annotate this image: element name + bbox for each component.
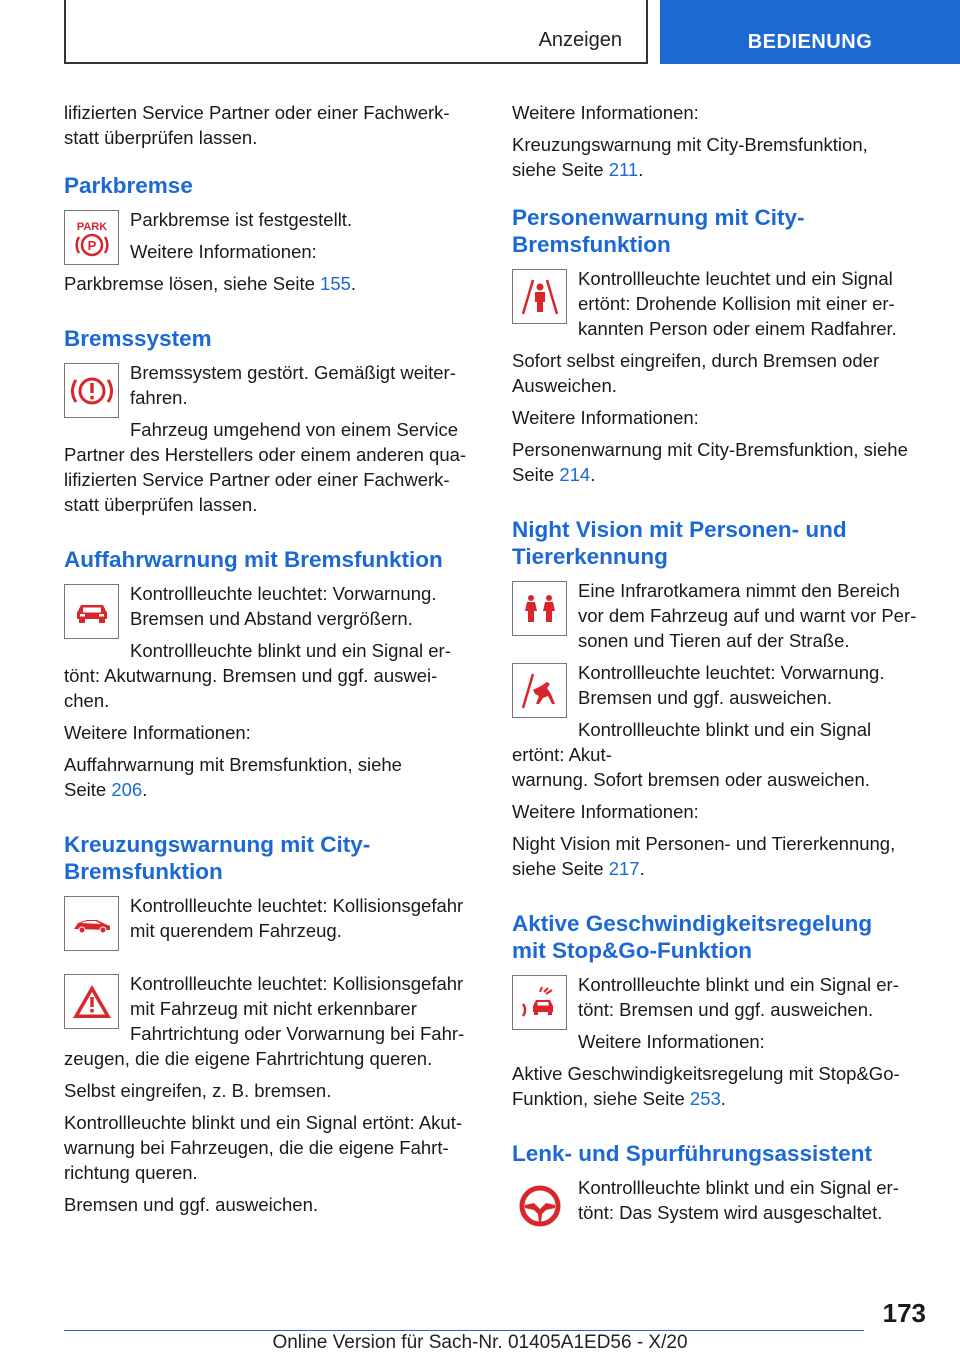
heading-kreuzungswarnung: Kreuzungswarnung mit City- Bremsfunktion xyxy=(64,832,371,884)
kreuzung-text-d: Kontrollleuchte blinkt und ein Signal ertönt: Akut- warnung bei Fahrzeugen, die die eigene Fahrt- richtung queren. xyxy=(64,1112,462,1183)
acc-car-icon xyxy=(512,975,567,1030)
right-column xyxy=(512,100,926,1239)
left-column xyxy=(64,100,478,1224)
acc-more: Weitere Informationen: xyxy=(578,1031,765,1052)
heading-acc: Aktive Geschwindigkeitsregelung mit Stop&Go-Funktion xyxy=(512,911,873,963)
night-text-a: Eine Infrarotkamera nimmt den Bereich vor dem Fahrzeug auf und warnt vor Per- sonen und Tieren auf der Straße. xyxy=(578,580,917,651)
kreuzung-text-c: Selbst eingreifen, z. B. bremsen. xyxy=(64,1080,332,1101)
parkbremse-line1: Parkbremse ist festgestellt. xyxy=(130,209,353,230)
auffahr-text-a: Kontrollleuchte leuchtet: Vorwarnung. Bremsen und Abstand vergrößern. xyxy=(130,583,437,629)
entry-personenwarnung xyxy=(512,266,926,494)
person-ref: Personenwarnung mit City-Bremsfunktion, siehe Seite 214. xyxy=(512,439,908,485)
night-ref: Night Vision mit Personen- und Tiererkennung, siehe Seite 217. xyxy=(512,833,896,879)
warning-triangle-icon xyxy=(64,974,119,1029)
footer-divider xyxy=(64,1330,864,1331)
section-title: Anzeigen xyxy=(538,29,622,51)
page-link-206[interactable]: 206 xyxy=(111,779,143,800)
kreuzung-text-b: Kontrollleuchte leuchtet: Kollisionsgefahr mit Fahrzeug mit nicht erkennbarer Fahrtrichtung oder Vorwarnung bei Fahr- zeugen, die die eigene Fahrtrichtung queren. xyxy=(64,973,465,1069)
pedestrian-warning-icon xyxy=(512,269,567,324)
park-icon-text: PARK xyxy=(76,220,107,233)
entry-night-vision-2 xyxy=(512,660,926,888)
animal-warning-icon xyxy=(512,663,567,718)
entry-lenk xyxy=(512,1175,926,1239)
chapter-title: BEDIENUNG xyxy=(747,31,873,53)
auffahr-ref: Auffahrwarnung mit Bremsfunktion, siehe Seite 206. xyxy=(64,754,402,800)
kreuzung-more: Weitere Informationen: xyxy=(512,102,699,123)
page-link-253[interactable]: 253 xyxy=(689,1088,721,1109)
heading-auffahrwarnung: Auffahrwarnung mit Bremsfunktion xyxy=(64,547,443,572)
heading-lenk: Lenk- und Spurführungsassistent xyxy=(512,1141,873,1166)
heading-night-vision: Night Vision mit Personen- und Tiererkennung xyxy=(512,517,847,569)
kreuzung-text-e: Bremsen und ggf. ausweichen. xyxy=(64,1194,319,1215)
entry-kreuzung-1 xyxy=(64,893,478,957)
bremssystem-text-a: Bremssystem gestört. Gemäßigt weiter- fahren. xyxy=(130,362,456,408)
person-text-b: Sofort selbst eingreifen, durch Bremsen oder Ausweichen. xyxy=(512,350,880,396)
entry-bremssystem xyxy=(64,360,478,524)
lenk-text-a: Kontrollleuchte blinkt und ein Signal er- tönt: Das System wird ausgeschaltet. xyxy=(578,1177,899,1223)
crossing-car-icon xyxy=(64,896,119,951)
heading-bremssystem: Bremssystem xyxy=(64,326,212,351)
svg-text:P: P xyxy=(87,237,96,253)
brake-warning-icon xyxy=(64,363,119,418)
park-brake-icon xyxy=(64,210,119,265)
page-link-155[interactable]: 155 xyxy=(320,273,351,294)
night-vision-persons-icon xyxy=(512,581,567,636)
parkbremse-ref: Parkbremse lösen, siehe Seite 155. xyxy=(64,273,357,294)
auffahr-more: Weitere Informationen: xyxy=(64,722,251,743)
page-number: 173 xyxy=(882,1298,926,1328)
kreuzung-ref: Kreuzungswarnung mit City-Bremsfunktion, siehe Seite 211. xyxy=(512,134,868,180)
entry-night-vision-1 xyxy=(512,578,926,660)
kreuzung-text-a: Kontrollleuchte leuchtet: Kollisionsgefahr mit querendem Fahrzeug. xyxy=(130,895,464,941)
intro-text: lifizierten Service Partner oder einer Fachwerk- statt überprüfen lassen. xyxy=(64,102,450,148)
night-more: Weitere Informationen: xyxy=(512,801,699,822)
entry-auffahrwarnung xyxy=(64,581,478,809)
entry-parkbremse xyxy=(64,207,478,303)
entry-acc xyxy=(512,972,926,1118)
footer-text: Online Version für Sach-Nr. 01405A1ED56 - X/20 xyxy=(272,1332,688,1353)
bremssystem-text-b: Fahrzeug umgehend von einem Service Partner des Herstellers oder einem anderen qua- lifizierten Service Partner oder einer Fachwerk- statt überprüfen lassen. xyxy=(64,419,467,515)
page-link-214[interactable]: 214 xyxy=(559,464,591,485)
acc-text-a: Kontrollleuchte blinkt und ein Signal er- tönt: Bremsen und ggf. ausweichen. xyxy=(578,974,899,1020)
acc-ref: Aktive Geschwindigkeitsregelung mit Stop&Go- Funktion, siehe Seite 253. xyxy=(512,1063,900,1109)
person-text-a: Kontrollleuchte leuchtet und ein Signal ertönt: Drohende Kollision mit einer er- kannten Person oder einem Radfahrer. xyxy=(578,268,897,339)
parkbremse-line2: Weitere Informationen: xyxy=(130,241,317,262)
steering-wheel-icon xyxy=(512,1178,567,1233)
night-text-b: Kontrollleuchte leuchtet: Vorwarnung. Bremsen und ggf. ausweichen. xyxy=(578,662,885,708)
night-text-c: Kontrollleuchte blinkt und ein Signal ertönt: Akut- warnung. Sofort bremsen oder ausweichen. xyxy=(512,719,872,790)
header-section-box xyxy=(64,0,648,64)
auffahr-text-b: Kontrollleuchte blinkt und ein Signal er- tönt: Akutwarnung. Bremsen und ggf. auswei- chen. xyxy=(64,640,451,711)
collision-warning-car-icon xyxy=(64,584,119,639)
header-chapter-box xyxy=(660,0,960,64)
page-link-217[interactable]: 217 xyxy=(608,858,640,879)
heading-personenwarnung: Personenwarnung mit City- Bremsfunktion xyxy=(512,205,805,257)
entry-kreuzung-2 xyxy=(64,971,478,1224)
page-link-211[interactable]: 211 xyxy=(608,159,639,180)
person-more: Weitere Informationen: xyxy=(512,407,699,428)
heading-parkbremse: Parkbremse xyxy=(64,173,193,198)
